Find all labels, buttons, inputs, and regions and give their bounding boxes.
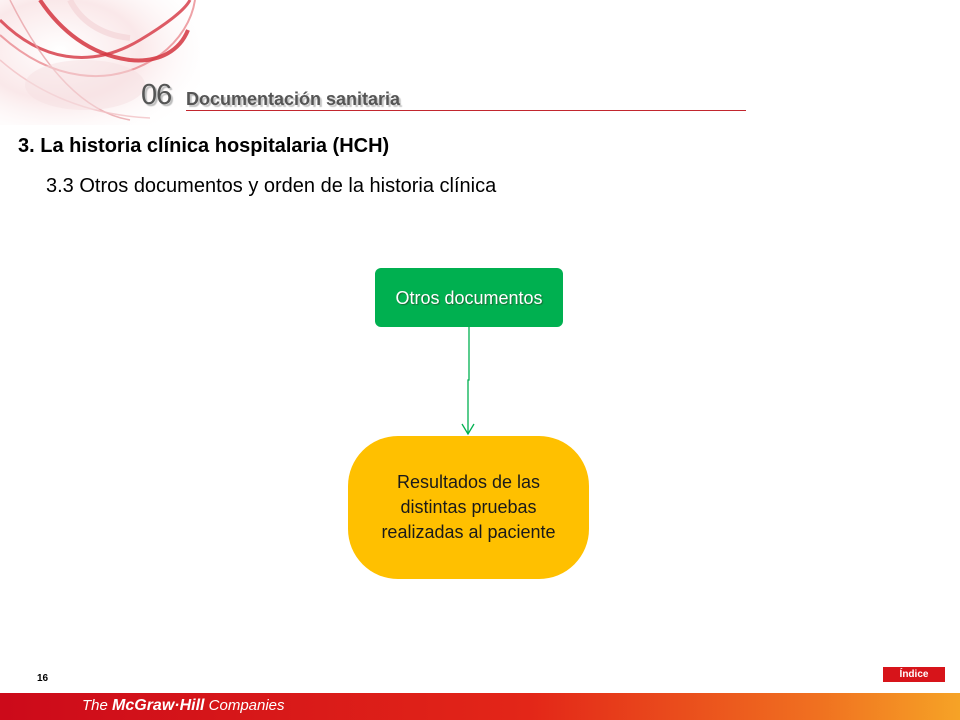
footer-bar [0, 693, 960, 720]
header-divider [186, 110, 746, 111]
node-resultados-pruebas [348, 436, 589, 579]
node-resultados-pruebas-label: Resultados de las distintas pruebas realizadas al paciente [381, 472, 556, 542]
chapter-number: 06 [141, 79, 172, 111]
logo-suffix: Companies [204, 697, 285, 714]
chapter-title: Documentación sanitaria [186, 89, 401, 109]
index-button[interactable]: Índice [883, 667, 945, 682]
node-otros-documentos-label: Otros documentos [395, 287, 543, 308]
logo-prefix: The [82, 697, 113, 714]
section-title: 3. La historia clínica hospitalaria (HCH) [18, 135, 390, 157]
page-number: 16 [37, 673, 49, 684]
subsection-title: 3.3 Otros documentos y orden de la historia clínica [46, 175, 497, 197]
logo-brand: McGraw·Hill [112, 697, 205, 714]
connector-arrow [462, 327, 474, 434]
publisher-logo [82, 696, 285, 716]
node-otros-documentos [375, 268, 563, 327]
